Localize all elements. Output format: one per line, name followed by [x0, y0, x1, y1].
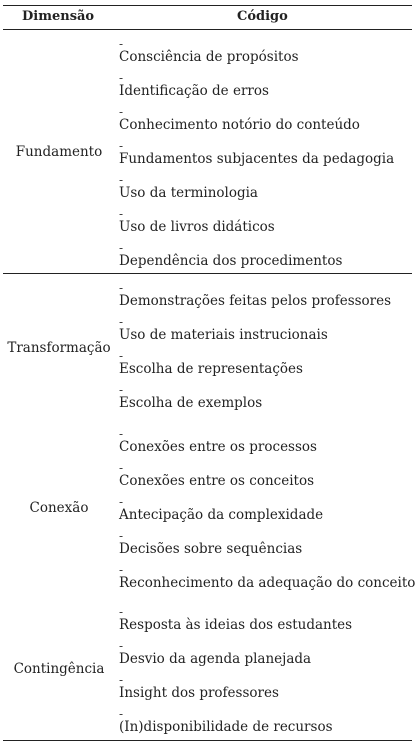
code-text: Identificação de erros [119, 83, 269, 99]
bullet-dash: - [119, 461, 124, 475]
list-item [119, 140, 411, 174]
bullet-dash: - [119, 207, 124, 221]
bullet-dash: - [119, 707, 124, 721]
list-item [119, 496, 411, 530]
codes-fundamento [119, 38, 411, 276]
code-text: Escolha de exemplos [119, 395, 263, 411]
code-text: Uso de livros didáticos [119, 219, 275, 235]
bullet-dash: - [119, 495, 124, 509]
bottom-rule [3, 740, 412, 741]
code-text: Antecipação da complexidade [119, 507, 324, 523]
list-item [119, 174, 411, 208]
list-item [119, 708, 411, 742]
list-item [119, 208, 411, 242]
code-text: Consciência de propósitos [119, 49, 299, 65]
dimension-transformacao: Transformação [7, 340, 111, 356]
code-text: Demonstrações feitas pelos professores [119, 293, 392, 309]
code-text: Desvio da agenda planejada [119, 651, 312, 667]
code-text: Dependência dos procedimentos [119, 253, 343, 269]
codes-conexao [119, 427, 415, 598]
bullet-dash: - [119, 639, 124, 653]
bullet-dash: - [119, 605, 124, 619]
header-dimension: Dimensão [22, 9, 95, 24]
bullet-dash: - [119, 383, 124, 397]
bullet-dash: - [119, 139, 124, 153]
bullet-dash: - [119, 71, 124, 85]
bullet-dash: - [119, 105, 124, 119]
list-item [119, 462, 411, 496]
code-text: Conexões entre os processos [119, 439, 317, 455]
list-item [119, 106, 411, 140]
dimension-conexao: Conexão [29, 500, 89, 516]
codes-contingencia [119, 606, 411, 742]
bullet-dash: - [119, 563, 124, 577]
code-text: Conhecimento notório do conteúdo [119, 117, 360, 133]
bullet-dash: - [119, 427, 124, 441]
bullet-dash: - [119, 281, 124, 295]
list-item [119, 282, 411, 316]
header-code: Código [237, 9, 288, 24]
code-text: Conexões entre os conceitos [119, 473, 315, 489]
list-item [119, 674, 411, 708]
list-item [119, 530, 411, 564]
list-item [119, 606, 411, 640]
bullet-dash: - [119, 673, 124, 687]
dimension-contingencia: Contingência [13, 661, 105, 677]
list-item [119, 428, 411, 462]
bullet-dash: - [119, 349, 124, 363]
code-text: Resposta às ideias dos estudantes [119, 617, 353, 633]
list-item [119, 563, 415, 598]
list-item [119, 640, 411, 674]
list-item [119, 316, 411, 350]
list-item [119, 242, 411, 276]
bullet-dash: - [119, 173, 124, 187]
code-text: Fundamentos subjacentes da pedagogia [119, 151, 395, 167]
list-item [119, 384, 411, 418]
code-text: Uso de materiais instrucionais [119, 327, 328, 343]
section-rule [3, 273, 412, 274]
top-rule [3, 5, 412, 6]
bullet-dash: - [119, 37, 124, 51]
code-text: Insight dos professores [119, 685, 279, 701]
bullet-dash: - [119, 529, 124, 543]
header-rule [3, 29, 412, 30]
code-text: (In)disponibilidade de recursos [119, 719, 333, 735]
dimension-fundamento: Fundamento [15, 144, 103, 160]
code-text: Uso da terminologia [119, 185, 258, 201]
code-text: Escolha de representações [119, 361, 303, 377]
bullet-dash: - [119, 241, 124, 255]
codes-transformacao [119, 282, 411, 418]
bullet-dash: - [119, 315, 124, 329]
list-item [119, 350, 411, 384]
code-text: Reconhecimento da adequação do conceito [119, 575, 415, 591]
code-text: Decisões sobre sequências [119, 541, 303, 557]
list-item [119, 38, 411, 72]
list-item [119, 72, 411, 106]
